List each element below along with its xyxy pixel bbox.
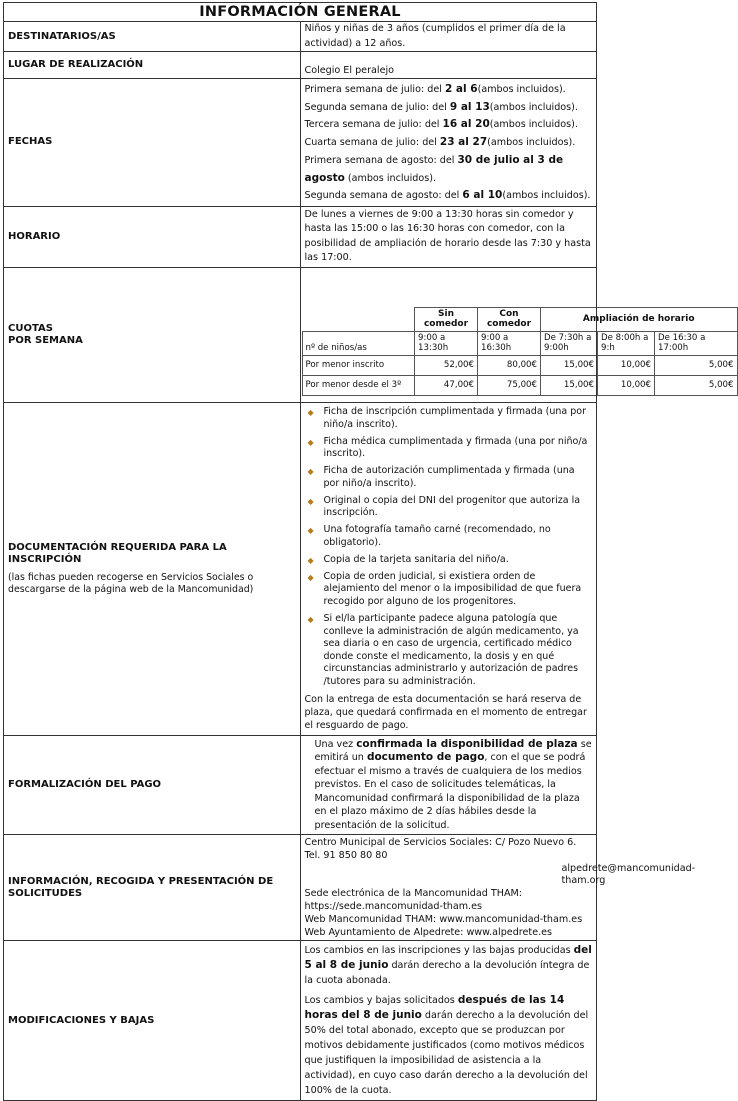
doc-item: ◆ Copia de la tarjeta sanitaria del niño/a. [305, 554, 594, 567]
informacion-label: INFORMACIÓN, RECOGIDA Y PRESENTACIÓN DE SOLICITUDES [4, 835, 301, 941]
row-modificaciones [4, 941, 597, 1101]
fees-value: 15,00€ [541, 355, 598, 375]
fees-time: De 8:00h a 9:h [598, 331, 655, 355]
formalizacion-text: Una vez confirmada la disponibilidad de plaza se emitirá un documento de pago, con el que se podrá efectuar el mismo a través de cualquiera de los medios previstos. En el caso de solicitudes telemáticas, la Mancomunidad confirmará la disponibilidad de la plaza en el plazo máximo de 2 días hábiles desde la presentación de la solicitud. [300, 735, 597, 835]
doc-item: ◆ Ficha médica cumplimentada y firmada (una por niño/a inscrito). [307, 435, 588, 460]
diamond-bullet-icon: ◆ [307, 555, 314, 565]
diamond-bullet-icon: ◆ [307, 407, 314, 417]
diamond-bullet-icon: ◆ [307, 572, 314, 582]
fees-row-label: Por menor inscrito [302, 355, 415, 375]
row-horario [4, 206, 597, 267]
informacion-sede: Sede electrónica de la Mancomunidad THAM: https://sede.mancomunidad-tham.es [304, 888, 523, 913]
fees-cell [300, 267, 734, 402]
informacion-address: Centro Municipal de Servicios Sociales: C/ Pozo Nuevo 6. Tel. 91 850 80 80 [304, 837, 577, 861]
doc-item: ◆ Si el/la participante padece alguna patología que conlleve la administración de algún medicamento, ya sea diaria o en caso de urgencia, certificado médico donde conste el medicamento, la dosis y en qué circunstancias administrarlo y autorización de padres /tutores para su administración. [307, 612, 579, 687]
fees-value: 15,00€ [541, 375, 598, 395]
lugar-text: Colegio El peralejo [300, 52, 597, 79]
fecha-item: Cuarta semana de julio: del 23 al 27(ambos incluidos). [304, 136, 576, 149]
fees-row-label: nº de niños/as [302, 331, 415, 355]
diamond-bullet-icon: ◆ [307, 526, 314, 536]
modificaciones-p2: Los cambios y bajas solicitados después de las 14 horas del 8 de junio darán derecho a la devolución del 50% del total abonado, excepto que se produzcan por motivos debidamente justificados (como motivos médicos que justifiquen la imposibilidad de asistencia a la actividad), en cuyo caso darán derecho a la devolución del 100% de la cuota. [304, 994, 589, 1097]
documentacion-note: (las fichas pueden recogerse en Servicios Sociales o descargarse de la página web de la Mancomunidad) [8, 571, 254, 595]
fees-value: 75,00€ [478, 375, 541, 395]
modificaciones-p1: Los cambios en las inscripciones y las bajas producidas del 5 al 8 de junio darán derecho a la devolución íntegra de la cuota abonada. [304, 944, 592, 987]
fecha-item: Primera semana de agosto: del 30 de julio al 3 de agosto (ambos incluidos). [304, 153, 564, 184]
fees-value: 10,00€ [598, 375, 655, 395]
informacion-text [300, 835, 696, 941]
fees-header-ampliacion: Ampliación de horario [541, 307, 738, 331]
document-title: INFORMACIÓN GENERAL [4, 3, 597, 22]
diamond-bullet-icon: ◆ [307, 614, 314, 624]
fecha-item: Tercera semana de julio: del 16 al 20(ambos incluidos). [304, 118, 578, 131]
fechas-list [300, 79, 597, 207]
fees-row-label: Por menor desde el 3º [302, 375, 415, 395]
fecha-item: Segunda semana de julio: del 9 al 13(ambos incluidos). [304, 100, 578, 113]
fees-time: 9:00 a 13:30h [415, 331, 478, 355]
fees-header-sin-comedor: Sin comedor [415, 307, 478, 331]
documentacion-footer: Con la entrega de esta documentación se hará reserva de plaza, que quedará confirmada en el momento de entregar el resguardo de pago. [304, 693, 587, 731]
diamond-bullet-icon: ◆ [307, 437, 314, 447]
fecha-item: Segunda semana de agosto: del 6 al 10(ambos incluidos). [304, 189, 591, 202]
doc-item: ◆ Ficha de inscripción cumplimentada y firmada (una por niño/a inscrito). [307, 405, 587, 430]
informacion-web-tham: Web Mancomunidad THAM: www.mancomunidad-tham.es [304, 913, 583, 925]
row-formalizacion [4, 735, 597, 835]
fees-time: 9:00 a 16:30h [478, 331, 541, 355]
info-table [3, 2, 734, 1101]
formalizacion-label: FORMALIZACIÓN DEL PAGO [4, 735, 301, 835]
lugar-label: LUGAR DE REALIZACIÓN [4, 52, 301, 79]
informacion-web-ayto: Web Ayuntamiento de Alpedrete: www.alpedrete.es [304, 926, 553, 938]
modificaciones-text [300, 941, 597, 1101]
destinatarios-label: DESTINATARIOS/AS [4, 22, 301, 52]
diamond-bullet-icon: ◆ [307, 467, 314, 477]
documentacion-list [300, 402, 597, 735]
fecha-item: Primera semana de julio: del 2 al 6(ambos incluidos). [304, 83, 566, 95]
informacion-email: alpedrete@mancomunidad-tham.org [561, 862, 696, 887]
row-fechas [4, 79, 597, 207]
fees-value: 5,00€ [655, 375, 738, 395]
row-cuotas [4, 267, 597, 402]
documentacion-label-cell [4, 402, 301, 735]
doc-item: ◆ Una fotografía tamaño carné (recomendado, no obligatorio). [307, 524, 551, 548]
fees-value: 47,00€ [415, 375, 478, 395]
fees-time: De 16:30 a 17:00h [655, 331, 738, 355]
row-lugar [4, 52, 597, 79]
documentacion-label: DOCUMENTACIÓN REQUERIDA PARA LA INSCRIPCIÓN [8, 541, 227, 565]
row-informacion [4, 835, 597, 941]
fees-row [302, 355, 737, 375]
row-destinatarios [4, 22, 597, 52]
fees-value: 80,00€ [478, 355, 541, 375]
row-documentacion [4, 402, 597, 735]
fees-value: 10,00€ [598, 355, 655, 375]
fees-time: De 7:30h a 9:00h [541, 331, 598, 355]
cuotas-label: CUOTAS POR SEMANA [4, 267, 301, 402]
destinatarios-text: Niños y niñas de 3 años (cumplidos el primer día de la actividad) a 12 años. [300, 22, 597, 52]
info-document [3, 2, 734, 1101]
horario-text: De lunes a viernes de 9:00 a 13:30 horas sin comedor y hasta las 15:00 o las 16:30 horas con comedor, con la posibilidad de ampliación de horario desde las 7:30 y hasta las 17:00. [300, 206, 597, 267]
fees-table [302, 307, 738, 396]
modificaciones-label: MODIFICACIONES Y BAJAS [4, 941, 301, 1101]
fechas-label: FECHAS [4, 79, 301, 207]
fees-row [302, 375, 737, 395]
horario-label: HORARIO [4, 206, 301, 267]
doc-item: ◆ Copia de orden judicial, si existiera orden de alejamiento del menor o la imposibilidad de que fuera recogido por alguno de los progenitores. [307, 570, 582, 607]
fees-value: 52,00€ [415, 355, 478, 375]
doc-item: ◆ Original o copia del DNI del progenitor que autoriza la inscripción. [307, 494, 581, 519]
doc-item: ◆ Ficha de autorización cumplimentada y firmada (una por niño/a inscrito). [307, 465, 575, 489]
fees-header-con-comedor: Con comedor [478, 307, 541, 331]
fees-value: 5,00€ [655, 355, 738, 375]
diamond-bullet-icon: ◆ [307, 496, 314, 506]
